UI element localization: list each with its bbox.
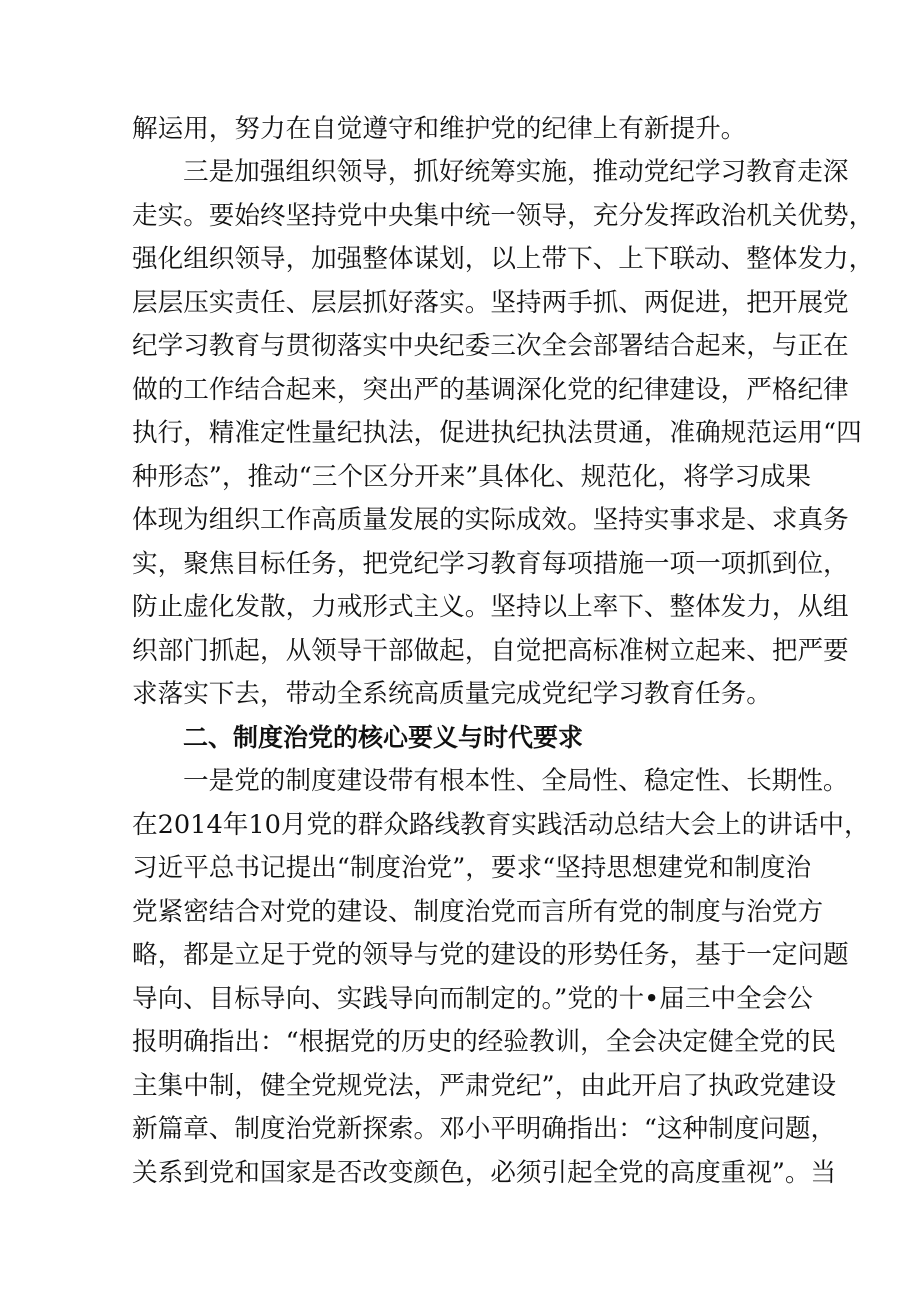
paragraph-first-line: 三是加强组织领导，抓好统筹实施，推动党纪学习教育走深 bbox=[183, 157, 849, 187]
text-line: 体现为组织工作高质量发展的实际成效。坚持实事求是、求真务 bbox=[132, 505, 849, 535]
text-line: 实，聚焦目标任务，把党纪学习教育每项措施一项一项抓到位， bbox=[132, 549, 849, 579]
text-line: 执行，精准定性量纪执法，促进执纪执法贯通，准确规范运用“四 bbox=[132, 418, 862, 448]
text-line: 在2014年10月党的群众路线教育实践活动总结大会上的讲话中， bbox=[132, 810, 870, 840]
text-line: 新篇章、制度治党新探索。邓小平明确指出：“这种制度问题， bbox=[132, 1114, 837, 1144]
paragraph-first-line: 一是党的制度建设带有根本性、全局性、稳定性、长期性。 bbox=[183, 766, 849, 796]
text-line: 织部门抓起，从领导干部做起，自觉把高标准树立起来、把严要 bbox=[132, 636, 849, 666]
text-line: 纪学习教育与贯彻落实中央纪委三次全会部署结合起来，与正在 bbox=[132, 331, 849, 361]
text-line: 解运用，努力在自觉遵守和维护党的纪律上有新提升。 bbox=[132, 114, 747, 144]
text-line: 强化组织领导，加强整体谋划，以上带下、上下联动、整体发力， bbox=[132, 244, 875, 274]
section-heading: 二、制度治党的核心要义与时代要求 bbox=[183, 723, 584, 752]
text-line: 防止虚化发散，力戒形式主义。坚持以上率下、整体发力，从组 bbox=[132, 592, 849, 622]
text-line: 层层压实责任、层层抓好落实。坚持两手抓、两促进，把开展党 bbox=[132, 288, 849, 318]
text-line: 做的工作结合起来，突出严的基调深化党的纪律建设，严格纪律 bbox=[132, 375, 849, 405]
text-line: 略，都是立足于党的领导与党的建设的形势任务，基于一定问题 bbox=[132, 940, 849, 970]
text-line: 习近平总书记提出“制度治党”，要求“坚持思想建党和制度治 bbox=[132, 853, 812, 883]
text-line: 走实。要始终坚持党中央集中统一领导，充分发挥政治机关优势， bbox=[132, 201, 875, 231]
text-line: 种形态”，推动“三个区分开来”具体化、规范化，将学习成果 bbox=[132, 462, 812, 492]
text-line: 求落实下去，带动全系统高质量完成党纪学习教育任务。 bbox=[132, 679, 772, 709]
text-line: 党紧密结合对党的建设、制度治党而言所有党的制度与治党方 bbox=[132, 897, 824, 927]
text-line: 报明确指出：“根据党的历史的经验教训，全会决定健全党的民 bbox=[132, 1027, 837, 1057]
text-line: 导向、目标导向、实践导向而制定的。”党的十•届三中全会公 bbox=[132, 984, 813, 1014]
text-line: 主集中制，健全党规党法，严肃党纪”，由此开启了执政党建设 bbox=[132, 1071, 837, 1101]
text-line: 关系到党和国家是否改变颜色，必须引起全党的高度重视”。当 bbox=[132, 1158, 837, 1188]
